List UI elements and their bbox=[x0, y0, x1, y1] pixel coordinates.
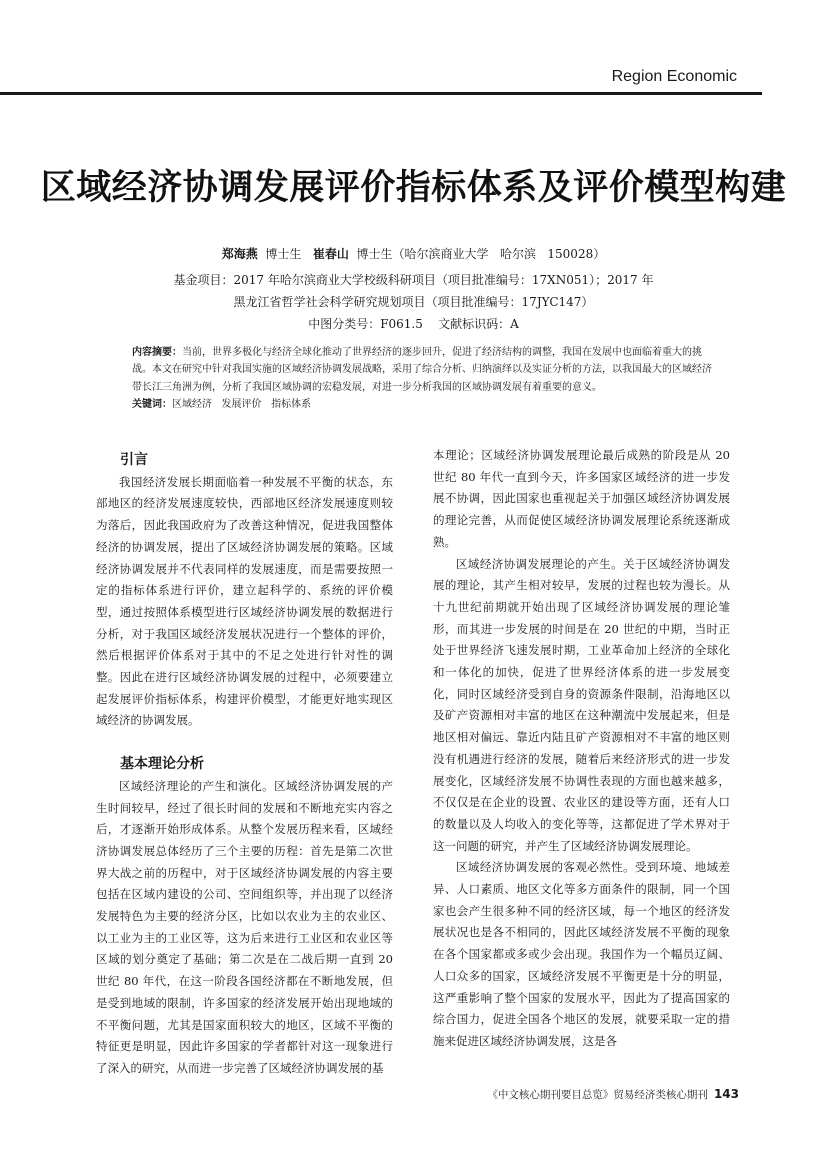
author-title: 博士生 bbox=[257, 247, 313, 261]
header-divider bbox=[0, 92, 762, 95]
page-footer bbox=[487, 1087, 739, 1102]
section-label: Region Economic bbox=[611, 68, 737, 85]
abstract-body: 当前，世界多极化与经济全球化推动了世界经济的逐步回升，促进了经济结构的调整，我国在发展中也面临着重大的挑战。本文在研究中针对我国实施的区域经济协调发展战略，采用了综合分析、归纳演绎以及实证分析的方法，以我国最大的区域经济带长江三角洲为例，分析了我国区域协调的宏稳发展，对进一步分析我国的区域协调发展有着重要的意义。 bbox=[132, 347, 712, 393]
right-column bbox=[433, 445, 730, 1053]
article-title: 区域经济协调发展评价指标体系及评价模型构建 bbox=[40, 168, 787, 208]
theory-paragraph: 区域经济理论的产生和演化。区域经济协调发展的产生时间较早，经过了很长时间的发展和不断地充实内容之后，才逐渐开始形成体系。从整个发展历程来看，区域经济协调发展总体经历了三个主要的历程：首先是第二次世界大战之前的历程中，对于区域经济协调发展的内容主要包括在区域内建设的公司、空间组织等，并出现了以经济发展特色为主要的经济分区，比如以农业为主的农业区、以工业为主的工业区等，这为后来进行工业区和农业区等区域的划分奠定了基础；第二次是在二战后期一直到 20 世纪 80 年代，在这一阶段各国经济都在不断地发展，但是受到地域的限制，许多国家的经济发展开始出现地域的不平衡问题，尤其是国家面积较大的地区，区域不平衡的特征更是明显，因此许多国家的学者都针对这一现象进行了深入的研究，从而进一步完善了区域经济协调发展的基 bbox=[96, 778, 393, 1075]
left-column bbox=[96, 450, 393, 1080]
theory-origin-paragraph: 区域经济协调发展理论的产生。关于区域经济协调发展的理论，其产生相对较早，发展的过程也较为漫长。从十九世纪前期就开始出现了区域经济协调发展的理论雏形，而其进一步发展的时间是在 20 世纪的中期，当时正处于世界经济飞速发展时期，工业革命加上经济的全球化和一体化的加快，促进了世界经济体系的进一步发展变化，同时区域经济受到自身的资源条件限制，沿海地区以及矿产资源相对丰富的地区在这种潮流中发展起来，但是地区相对偏远、靠近内陆且矿产资源相对不丰富的地区则没有机遇进行经济的发展，随着后来经济形式的进一步发展变化，区域经济发展不协调性表现的方面也越来越多，不仅仅是在企业的设置、农业区的建设等方面，还有人口的数量以及人均收入的变化等等，这都促进了学术界对于这一问题的研究，并产生了区域经济协调发展理论。 bbox=[433, 556, 730, 853]
abstract-block bbox=[132, 344, 714, 414]
author-affiliation: 博士生（哈尔滨商业大学 哈尔滨 150028） bbox=[348, 247, 606, 261]
section-heading-theory: 基本理论分析 bbox=[120, 756, 204, 773]
funding-line-2: 黑龙江省哲学社会科学研究规划项目（项目批准编号：17JYC147） bbox=[233, 295, 594, 309]
page-number: 143 bbox=[713, 1087, 739, 1101]
funding-line-1: 基金项目：2017 年哈尔滨商业大学校级科研项目（项目批准编号：17XN051）；2017 年 bbox=[173, 273, 654, 287]
author-name: 郑海燕 bbox=[221, 247, 258, 261]
author-name: 崔春山 bbox=[312, 247, 349, 261]
keywords-list: 区域经济 发展评价 指标体系 bbox=[172, 399, 312, 411]
intro-paragraph: 我国经济发展长期面临着一种发展不平衡的状态，东部地区的经济发展速度较快，西部地区经济发展速度则较为落后，因此我国政府为了改善这种情况，促进我国整体经济的协调发展，提出了区域经济协调发展的策略。区域经济协调发展并不代表同样的发展速度，而是需要按照一定的指标体系进行评价，建立起科学的、系统的评价模型，通过按照体系模型进行区域经济协调发展的数据进行分析，对于我国区域经济发展状况进行一个整体的评价，然后根据评价体系对于其中的不足之处进行针对性的调整。因此在进行区域经济协调发展的过程中，必须要建立起发展评价指标体系，构建评价模型，才能更好地实现区域经济的协调发展。 bbox=[96, 474, 393, 728]
author-line bbox=[0, 244, 827, 264]
necessity-paragraph: 区域经济协调发展的客观必然性。受到环境、地域差异、人口素质、地区文化等多方面条件的限制，同一个国家也会产生很多种不同的经济区域，每一个地区的经济发展状况也是各不相同的，因此区域经济发展不平衡的现象在各个国家都或多或少会出现。我国作为一个幅员辽阔、人口众多的国家，区域经济发展不平衡更是十分的明显，这严重影响了整个国家的发展水平，因此为了提高国家的综合国力，促进全国各个地区的发展，就要采取一定的措施来促进区域经济协调发展，这是各 bbox=[433, 860, 730, 1048]
continuation-paragraph: 本理论；区域经济协调发展理论最后成熟的阶段是从 20 世纪 80 年代一直到今天，许多国家区域经济的进一步发展不协调，因此国家也重视起关于加强区域经济协调发展的理论完善，从而促使区域经济协调发展理论系统逐渐成熟。 bbox=[433, 448, 730, 549]
section-heading-intro: 引言 bbox=[120, 452, 148, 468]
classification-line: 中图分类号：F061.5 文献标识码：A bbox=[308, 317, 519, 331]
abstract-label: 内容摘要： bbox=[132, 347, 182, 358]
journal-name: 《中文核心期刊要目总览》贸易经济类核心期刊 bbox=[487, 1089, 708, 1101]
abstract-text bbox=[132, 344, 714, 396]
keywords-label: 关键词： bbox=[132, 399, 172, 411]
keywords bbox=[132, 396, 714, 413]
